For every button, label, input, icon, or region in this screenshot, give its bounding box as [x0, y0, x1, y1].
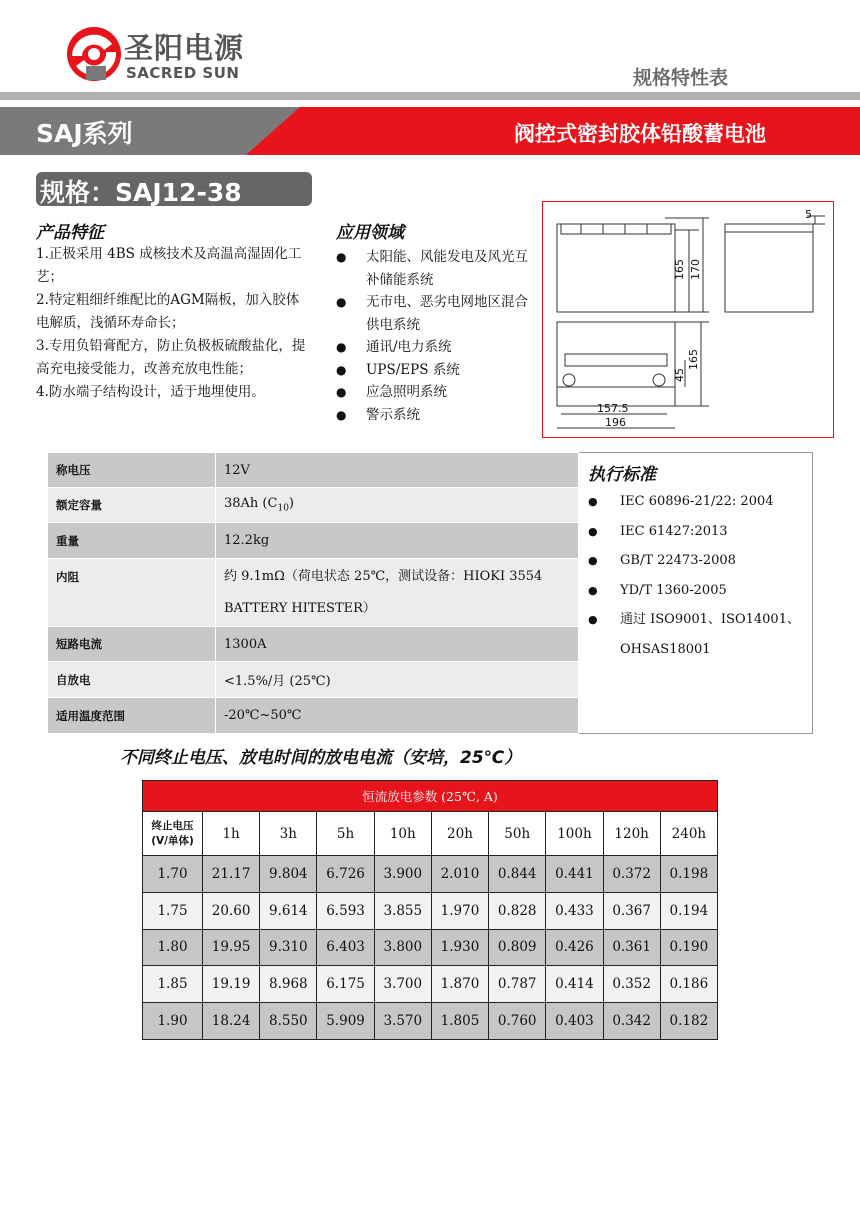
spec-value-main: 38Ah (C	[224, 496, 278, 512]
fv-label-line2: (V/单体)	[151, 834, 194, 847]
table-cell: 3.900	[374, 856, 431, 893]
table-cell: 9.310	[260, 929, 317, 966]
table-cell: 3.855	[374, 892, 431, 929]
table-cell: 3.800	[374, 929, 431, 966]
table-row	[48, 662, 579, 698]
brand-name-cn: 圣阳电源	[124, 31, 245, 65]
spec-value: 12V	[216, 453, 579, 488]
features-heading: 产品特征	[36, 223, 104, 243]
spec-value: <1.5%/月 (25℃)	[216, 662, 579, 698]
dim-196: 196	[605, 416, 626, 429]
discharge-table	[142, 780, 718, 1040]
spec-label: 额定容量	[48, 488, 216, 523]
table-cell: 19.19	[203, 966, 260, 1003]
table-row	[48, 698, 579, 734]
dim-170: 170	[689, 259, 702, 280]
table-row	[48, 523, 579, 559]
dim-5: 5	[805, 208, 812, 221]
column-header: 5h	[317, 812, 374, 856]
standards-list	[588, 487, 810, 664]
final-voltage-header	[143, 812, 203, 856]
application-item: ● 通讯/电力系统	[336, 336, 536, 359]
table-header-row	[143, 812, 718, 856]
final-voltage: 1.70	[143, 856, 203, 893]
table-row	[48, 559, 579, 627]
sun-logo-icon	[66, 26, 122, 82]
spec-label: 称电压	[48, 453, 216, 488]
final-voltage: 1.75	[143, 892, 203, 929]
header-divider	[0, 92, 860, 100]
table-cell: 6.403	[317, 929, 374, 966]
spec-value-end: )	[288, 496, 294, 512]
table-cell: 2.010	[431, 856, 488, 893]
standard-item: ● GB/T 22473-2008	[588, 546, 810, 576]
table-cell: 0.403	[546, 1003, 603, 1040]
table-cell: 0.809	[489, 929, 546, 966]
final-voltage: 1.90	[143, 1003, 203, 1040]
application-item: ● UPS/EPS 系统	[336, 359, 536, 382]
spec-label: 自放电	[48, 662, 216, 698]
discharge-title: 不同终止电压、放电时间的放电电流（安培，25℃）	[120, 748, 522, 768]
features-list	[36, 243, 306, 404]
standards-heading: 执行标准	[588, 465, 656, 485]
document-type: 规格特性表	[632, 67, 728, 89]
table-cell: 0.414	[546, 966, 603, 1003]
application-item: ● 无市电、恶劣电网地区混合供电系统	[336, 291, 536, 336]
table-cell: 3.700	[374, 966, 431, 1003]
table-cell: 3.570	[374, 1003, 431, 1040]
spec-table	[47, 452, 579, 734]
column-header: 240h	[660, 812, 717, 856]
table-cell: 0.367	[603, 892, 660, 929]
table-cell: 0.760	[489, 1003, 546, 1040]
series-banner	[0, 107, 860, 155]
spec-value: 12.2kg	[216, 523, 579, 559]
final-voltage: 1.80	[143, 929, 203, 966]
table-cell: 5.909	[317, 1003, 374, 1040]
table-caption-row	[143, 781, 718, 812]
table-row	[143, 892, 718, 929]
table-cell: 0.352	[603, 966, 660, 1003]
table-row	[143, 856, 718, 893]
table-cell: 0.361	[603, 929, 660, 966]
column-header: 20h	[431, 812, 488, 856]
application-item: ● 警示系统	[336, 404, 536, 427]
series-name: SAJ系列	[36, 119, 133, 148]
spec-label: 适用温度范围	[48, 698, 216, 734]
table-cell: 0.190	[660, 929, 717, 966]
product-type: 阀控式密封胶体铅酸蓄电池	[514, 122, 766, 146]
table-cell: 0.844	[489, 856, 546, 893]
table-cell: 1.805	[431, 1003, 488, 1040]
column-header: 1h	[203, 812, 260, 856]
table-cell: 6.726	[317, 856, 374, 893]
table-cell: 8.550	[260, 1003, 317, 1040]
table-cell: 1.930	[431, 929, 488, 966]
fv-label-line1: 终止电压	[151, 819, 194, 832]
standard-item: ● IEC 61427:2013	[588, 517, 810, 547]
table-cell: 0.372	[603, 856, 660, 893]
table-cell: 9.804	[260, 856, 317, 893]
application-item: ● 应急照明系统	[336, 381, 536, 404]
battery-outline-diagram	[543, 202, 833, 436]
final-voltage: 1.85	[143, 966, 203, 1003]
table-row	[48, 453, 579, 488]
table-cell: 0.182	[660, 1003, 717, 1040]
table-cell: 21.17	[203, 856, 260, 893]
dimension-drawing	[542, 201, 834, 438]
table-cell: 6.175	[317, 966, 374, 1003]
table-cell: 0.441	[546, 856, 603, 893]
dim-165-top: 165	[687, 349, 700, 370]
column-header: 50h	[489, 812, 546, 856]
table-cell: 0.342	[603, 1003, 660, 1040]
table-cell: 0.198	[660, 856, 717, 893]
brand-name-en: SACRED SUN	[126, 64, 240, 82]
table-cell: 20.60	[203, 892, 260, 929]
table-cell: 0.433	[546, 892, 603, 929]
spec-value-sub: 10	[277, 503, 289, 514]
spec-label: 短路电流	[48, 627, 216, 662]
table-row	[48, 488, 579, 523]
application-item: ● 太阳能、风能发电及风光互补储能系统	[336, 246, 536, 291]
table-cell: 0.186	[660, 966, 717, 1003]
spec-value	[216, 488, 579, 523]
spec-value: 1300A	[216, 627, 579, 662]
applications-heading: 应用领域	[336, 223, 404, 243]
table-cell: 18.24	[203, 1003, 260, 1040]
dim-45: 45	[673, 368, 686, 382]
table-caption: 恒流放电参数 (25℃, A)	[143, 781, 718, 812]
table-row	[143, 1003, 718, 1040]
feature-item: 4.防水端子结构设计，适于地埋使用。	[36, 384, 265, 400]
table-row	[143, 966, 718, 1003]
spec-label: 重量	[48, 523, 216, 559]
spec-label: 内阻	[48, 559, 216, 627]
table-row	[143, 929, 718, 966]
table-cell: 6.593	[317, 892, 374, 929]
feature-item: 2.特定粗细纤维配比的AGM隔板，加入胶体电解质，浅循环寿命长；	[36, 292, 300, 331]
table-cell: 0.828	[489, 892, 546, 929]
standard-item: ● 通过 ISO9001、ISO14001、OHSAS18001	[588, 605, 810, 664]
dim-157-5: 157.5	[597, 402, 629, 415]
column-header: 120h	[603, 812, 660, 856]
brand-logo	[66, 24, 256, 84]
column-header: 100h	[546, 812, 603, 856]
column-header: 10h	[374, 812, 431, 856]
spec-value: 约 9.1mΩ（荷电状态 25℃，测试设备：HIOKI 3554 BATTERY HITESTER）	[216, 559, 579, 627]
applications-list	[336, 246, 536, 426]
dim-165-front: 165	[673, 259, 686, 280]
table-row	[48, 627, 579, 662]
standard-item: ● IEC 60896-21/22: 2004	[588, 487, 810, 517]
standard-item: ● YD/T 1360-2005	[588, 576, 810, 606]
column-header: 3h	[260, 812, 317, 856]
table-cell: 0.787	[489, 966, 546, 1003]
feature-item: 1.正极采用 4BS 成核技术及高温高湿固化工艺；	[36, 246, 302, 285]
table-cell: 1.870	[431, 966, 488, 1003]
table-cell: 0.194	[660, 892, 717, 929]
table-cell: 1.970	[431, 892, 488, 929]
spec-title: 规格：SAJ12-38	[40, 178, 242, 207]
table-cell: 8.968	[260, 966, 317, 1003]
table-cell: 9.614	[260, 892, 317, 929]
table-cell: 0.426	[546, 929, 603, 966]
table-cell: 19.95	[203, 929, 260, 966]
spec-value: -20℃~50℃	[216, 698, 579, 734]
feature-item: 3.专用负铅膏配方，防止负极板硫酸盐化，提高充电接受能力，改善充放电性能；	[36, 338, 306, 377]
